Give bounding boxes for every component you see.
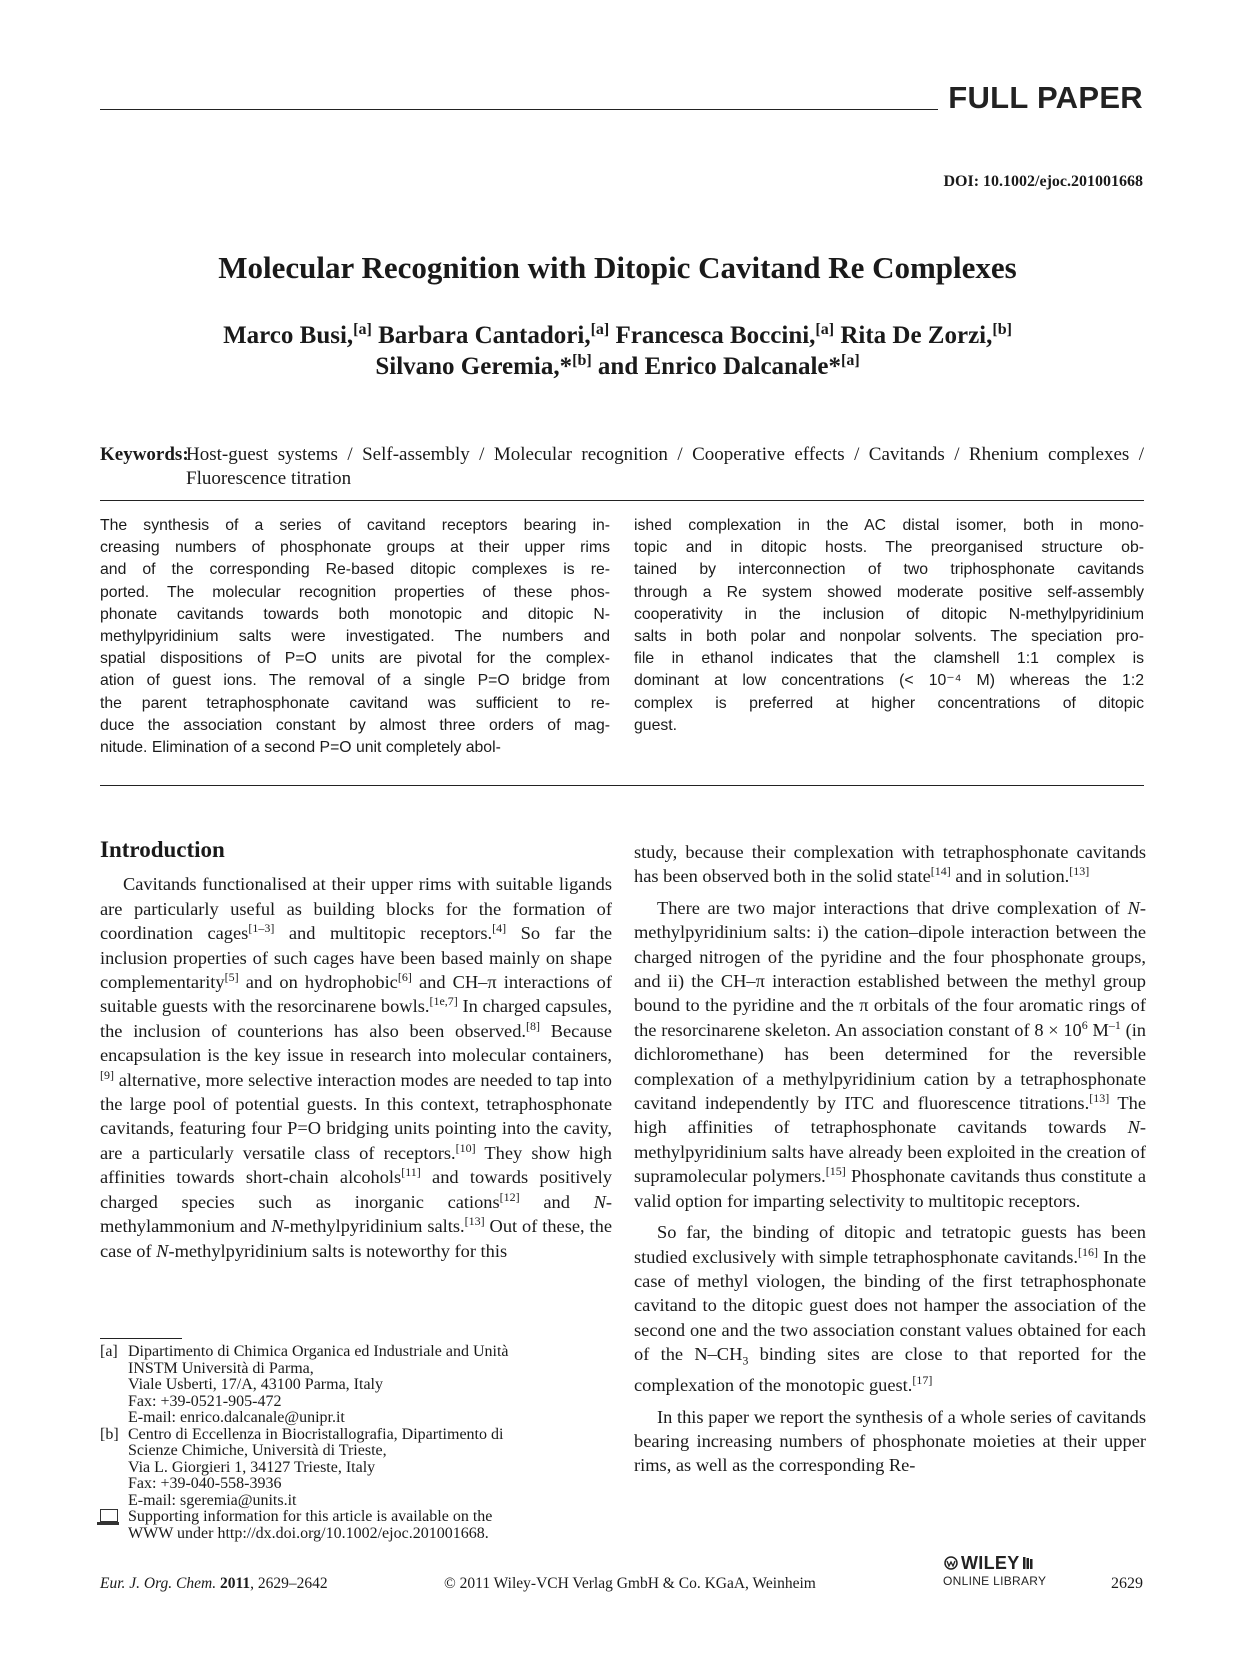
italic-text: N <box>1127 1117 1140 1138</box>
text-run: and <box>519 1191 594 1212</box>
italic-text: N <box>593 1191 606 1212</box>
author-name: Marco Busi, <box>223 322 354 349</box>
text-run: So far, the binding of ditopic and tetratopic guests has been studied exclusively with simple tetraphosphonate cavitands. <box>634 1222 1146 1267</box>
author-name: Barbara Cantadori, <box>378 322 591 349</box>
text-run: study, because their complexation with tetraphosphonate cavitands has been observed both in the solid state <box>634 842 1146 887</box>
text-run: -methylpyridinium salts. <box>283 1216 465 1237</box>
page-number: 2629 <box>1111 1575 1143 1592</box>
fn-line: INSTM Università di Parma, <box>128 1359 314 1377</box>
author-affiliation: [b] <box>572 352 592 369</box>
abstract-line: spatial dispositions of P=O units are pivotal for the complex- <box>100 650 610 668</box>
footnote-rule <box>100 1338 182 1339</box>
subscript: 3 <box>742 1353 749 1368</box>
reference-citation: [13] <box>1069 864 1090 879</box>
author-line-2 <box>0 351 1235 382</box>
author-name: Silvano Geremia,* <box>375 353 573 380</box>
wiley-emblem-icon <box>943 1556 959 1570</box>
author-affiliation: [a] <box>841 352 860 369</box>
abstract-line: the parent tetraphosphonate cavitand was sufficient to re- <box>100 694 610 712</box>
text-run: and multitopic receptors. <box>274 923 493 944</box>
italic-text: N <box>156 1240 169 1261</box>
email-link[interactable]: E-mail: enrico.dalcanale@unipr.it <box>128 1409 345 1426</box>
email-link[interactable]: E-mail: sgeremia@units.it <box>128 1491 297 1509</box>
text-run: They show high affinities towards short-chain alcohols <box>100 1142 613 1188</box>
logo-subtitle: ONLINE LIBRARY <box>943 1574 1047 1588</box>
reference-citation: [13] <box>464 1214 485 1229</box>
abstract-line: The synthesis of a series of cavitand receptors bearing in- <box>100 517 610 534</box>
reference-citation: [1–3] <box>248 921 275 936</box>
text-run: Cavitands functionalised at their upper rims with suitable ligands are particularly useful as building blocks for the formation of coordination cages <box>100 874 612 944</box>
fn-line: Supporting information for this article is available on the <box>128 1508 493 1525</box>
keywords-text: Host-guest systems / Self-assembly / Molecular recognition / Cooperative effects / Cavitands / Rhenium complexes / Fluorescence titration <box>186 444 1144 489</box>
abstract-bottom-rule <box>100 785 1144 786</box>
fn-line: Via L. Giorgieri 1, 34127 Trieste, Italy <box>128 1458 376 1476</box>
footnote-key: [b] <box>100 1425 119 1443</box>
author-name: Francesca Boccini, <box>615 322 816 349</box>
abstract-line: methylpyridinium salts were investigated. The numbers and <box>100 628 610 646</box>
reference-citation: [8] <box>526 1018 540 1033</box>
abstract-line: tained by interconnection of two triphosphonate cavitands <box>634 561 1144 579</box>
text-run: (in dichloromethane) has been determined for the reversible complexation of a methylpyridinium cation by a tetraphosphonate cavitand independently by ITC and fluorescence titrations. <box>634 1019 1147 1114</box>
abstract-line: phonate cavitands towards both monotopic and ditopic N- <box>100 605 610 623</box>
journal-pages: , 2629–2642 <box>250 1575 328 1592</box>
logo-wordmark: WILEY <box>943 1553 1063 1574</box>
fn-line: Centro di Eccellenza in Biocristallografia, Dipartimento di <box>128 1425 504 1443</box>
journal-year: 2011 <box>219 1575 251 1592</box>
abstract-right-column <box>634 515 1144 737</box>
body-paragraph <box>634 1405 1146 1478</box>
body-paragraph <box>634 1220 1146 1398</box>
author-affiliation: [b] <box>992 321 1012 338</box>
abstract-line: and of the corresponding Re-based ditopic complexes is re- <box>100 561 610 579</box>
text-run: and on hydrophobic <box>238 972 398 993</box>
body-paragraph <box>634 896 1146 1213</box>
abstract-line: complex is preferred at higher concentrations of ditopic <box>634 694 1144 712</box>
text-run: M <box>1087 1019 1109 1040</box>
reference-citation: [11] <box>401 1165 421 1180</box>
fn-line: Scienze Chimiche, Università di Trieste, <box>128 1442 387 1459</box>
section-heading-introduction: Introduction <box>100 837 225 862</box>
text-run: -methylpyridinium salts is noteworthy for this <box>168 1240 508 1261</box>
text-run: So far the inclusion properties of such cages have been based mainly on shape complementarity <box>100 923 612 993</box>
copyright: © 2011 Wiley-VCH Verlag GmbH & Co. KGaA, Weinheim <box>444 1575 816 1592</box>
fn-line: Dipartimento di Chimica Organica ed Industriale and Unità <box>128 1343 509 1360</box>
abstract-line: guest. <box>634 716 678 734</box>
wiley-logo[interactable] <box>943 1553 1063 1588</box>
author-name: Rita De Zorzi, <box>840 322 993 349</box>
text-run: -methylpyridinium salts: i) the cation–dipole interaction between the charged nitrogen of the pyridine and the four phosphonate groups, and ii) the CH–π interaction established between the methyl group bound to the pyridine and the π orbitals of the four aromatic rings of the resorcinarene skeleton. An association constant of 8 × 10 <box>634 897 1146 1040</box>
keywords <box>100 443 1144 491</box>
text-run: Because encapsulation is the key issue in research into molecular containers, <box>100 1020 613 1066</box>
reference-citation: [13] <box>1089 1091 1110 1106</box>
italic-text: N <box>271 1216 284 1237</box>
reference-citation: [14] <box>930 864 951 879</box>
footnote-key: [a] <box>100 1343 118 1360</box>
author-affiliation: [a] <box>353 321 372 338</box>
abstract-line: ished complexation in the AC distal isomer, both in mono- <box>634 517 1144 534</box>
author-line-1 <box>0 320 1235 351</box>
footnotes <box>100 1344 612 1542</box>
body-right-column <box>634 840 1146 1485</box>
author-name: and Enrico Dalcanale* <box>597 353 841 380</box>
abstract-line: through a Re system showed moderate positive self-assembly <box>634 583 1144 601</box>
reference-citation: [16] <box>1077 1244 1098 1259</box>
author-affiliation: [a] <box>815 321 835 338</box>
reference-citation: –1 <box>1108 1017 1121 1032</box>
reference-citation: [6] <box>397 970 412 985</box>
paper-title: Molecular Recognition with Ditopic Cavitand Re Complexes <box>218 250 1017 285</box>
abstract-line: dominant at low concentrations (< 10⁻⁴ M) whereas the 1:2 <box>634 672 1144 690</box>
body-paragraph <box>100 872 612 1263</box>
reference-citation: [17] <box>912 1373 933 1388</box>
library-books-icon <box>1022 1556 1034 1570</box>
text-run: Out of these, the case of <box>100 1216 613 1261</box>
abstract-top-rule <box>100 500 1144 501</box>
abstract-line: ation of guest ions. The removal of a single P=O bridge from <box>100 672 610 690</box>
reference-citation: [9] <box>100 1067 114 1082</box>
footnote-affiliation-a <box>100 1344 612 1427</box>
author-affiliation: [a] <box>590 321 610 338</box>
reference-citation: [10] <box>455 1140 476 1155</box>
journal-name: Eur. J. Org. Chem. <box>100 1575 217 1592</box>
reference-citation: [15] <box>825 1164 846 1179</box>
text-run: The high affinities of tetraphosphonate cavitands towards <box>634 1093 1147 1138</box>
abstract-line: ported. The molecular recognition properties of these phos- <box>100 583 610 601</box>
footnote-supporting-info <box>100 1509 612 1542</box>
doi[interactable]: DOI: 10.1002/ejoc.201001668 <box>943 173 1143 190</box>
fn-line: Fax: +39-0521-905-472 <box>128 1392 282 1410</box>
text-run: In charged capsules, the inclusion of counterions has also been observed. <box>100 996 612 1041</box>
italic-text: N <box>1127 897 1140 918</box>
text-run: -methylpyridinium salts have already been exploited in the creation of supramolecular polymers. <box>634 1117 1146 1187</box>
text-run: In the case of methyl viologen, the binding of the first tetraphosphonate cavitand to the ditopic guest does not hamper the association of the second one and the two association constant values obtained for each of the N–CH <box>634 1246 1147 1365</box>
reference-citation: [4] <box>492 921 507 936</box>
text-run: In this paper we report the synthesis of a whole series of cavitands bearing increasing numbers of phosphonate moieties at their upper rims, as well as the corresponding Re- <box>634 1406 1146 1476</box>
footnote-affiliation-b <box>100 1427 612 1510</box>
fn-line: Fax: +39-040-558-3936 <box>128 1475 282 1492</box>
computer-icon <box>100 1509 126 1527</box>
abstract-line: file in ethanol indicates that the clamshell 1:1 complex is <box>634 650 1144 668</box>
text-run: There are two major interactions that drive complexation of <box>657 897 1128 918</box>
abstract-line: topic and in ditopic hosts. The preorganised structure ob- <box>634 539 1144 557</box>
abstract-line: duce the association constant by almost three orders of mag- <box>100 716 610 734</box>
abstract-line: creasing numbers of phosphonate groups at their upper rims <box>100 539 610 557</box>
supporting-info-link[interactable]: WWW under http://dx.doi.org/10.1002/ejoc.201001668. <box>128 1524 489 1542</box>
abstract-left-column <box>100 515 610 759</box>
fn-line: Viale Usberti, 17/A, 43100 Parma, Italy <box>128 1376 383 1393</box>
header-rule <box>100 109 938 110</box>
abstract-line: nitude. Elimination of a second P=O unit completely abol- <box>100 739 501 757</box>
text-run: -methylammonium and <box>100 1191 613 1237</box>
abstract-line: cooperativity in the inclusion of ditopic N-methylpyridinium <box>634 605 1144 623</box>
reference-citation: 6 <box>1081 1017 1088 1032</box>
text-run: and towards positively charged species such as inorganic cations <box>100 1167 612 1212</box>
article-type-label: FULL PAPER <box>948 80 1143 115</box>
reference-citation: [5] <box>224 970 239 985</box>
text-run: binding sites are close to that reported for the complexation of the monotopic guest. <box>634 1344 1146 1396</box>
body-paragraph <box>634 840 1146 889</box>
reference-citation: [1e,7] <box>429 994 458 1009</box>
text-run: and in solution. <box>950 866 1070 887</box>
reference-citation: [12] <box>499 1189 520 1204</box>
author-list <box>0 320 1235 382</box>
keywords-label: Keywords: <box>100 444 189 465</box>
text-run: Phosphonate cavitands thus constitute a valid option for imparting selectivity to multitopic receptors. <box>634 1166 1146 1211</box>
abstract-line: salts in both polar and nonpolar solvents. The speciation pro- <box>634 628 1144 646</box>
text-run: alternative, more selective interaction modes are needed to tap into the large pool of potential guests. In this context, tetraphosphonate cavitands, featuring four P=O bridging units pointing into the cavity, are a particularly versatile class of receptors. <box>100 1069 612 1163</box>
body-left-column <box>100 838 612 1270</box>
journal-citation <box>100 1575 328 1593</box>
text-run: and CH–π interactions of suitable guests with the resorcinarene bowls. <box>100 972 612 1017</box>
